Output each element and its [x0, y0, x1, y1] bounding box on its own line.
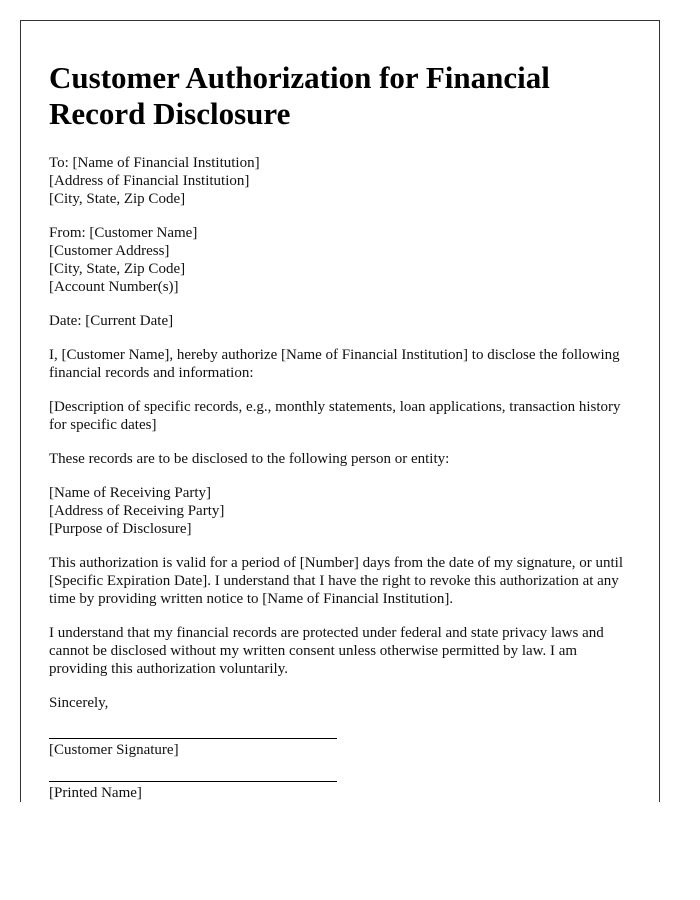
printed-name-block — [49, 781, 631, 802]
disclosure-purpose: [Purpose of Disclosure] — [49, 521, 192, 537]
signature-label: [Customer Signature] — [49, 742, 179, 758]
document-page — [20, 20, 660, 802]
receiving-party — [49, 484, 631, 538]
from-line: From: [Customer Name] — [49, 225, 198, 241]
from-address: [Customer Address] — [49, 243, 170, 259]
signature-block — [49, 738, 631, 759]
privacy-paragraph: I understand that my financial records are protected under federal and state privacy laws and cannot be disclosed without my written consent unless otherwise permitted by law. I am providing this authorization voluntarily. — [49, 625, 604, 677]
to-line: To: [Name of Financial Institution] — [49, 155, 260, 171]
sender-address — [49, 224, 631, 296]
printed-name-line — [49, 781, 337, 782]
from-city: [City, State, Zip Code] — [49, 261, 186, 277]
receiving-party-address: [Address of Receiving Party] — [49, 503, 225, 519]
from-account: [Account Number(s)] — [49, 279, 179, 295]
closing: Sincerely, — [49, 695, 109, 711]
recipient-address — [49, 154, 631, 208]
document-title: Customer Authorization for Financial Record Disclosure — [49, 60, 550, 131]
receiving-party-name: [Name of Receiving Party] — [49, 485, 212, 501]
to-city: [City, State, Zip Code] — [49, 191, 186, 207]
validity-paragraph: This authorization is valid for a period of [Number] days from the date of my signature, or until [Specific Expiration Date]. I understand that I have the right to revoke this authorization at any time by providing written notice to [Name of Financial Institution]. — [49, 555, 624, 607]
authorization-paragraph: I, [Customer Name], hereby authorize [Name of Financial Institution] to disclose the following financial records and information: — [49, 347, 620, 381]
printed-name-label: [Printed Name] — [49, 785, 142, 801]
signature-line — [49, 738, 337, 739]
to-address: [Address of Financial Institution] — [49, 173, 250, 189]
date-line: Date: [Current Date] — [49, 313, 174, 329]
disclosure-intro: These records are to be disclosed to the following person or entity: — [49, 451, 450, 467]
records-description: [Description of specific records, e.g., monthly statements, loan applications, transaction history for specific dates] — [49, 399, 621, 433]
